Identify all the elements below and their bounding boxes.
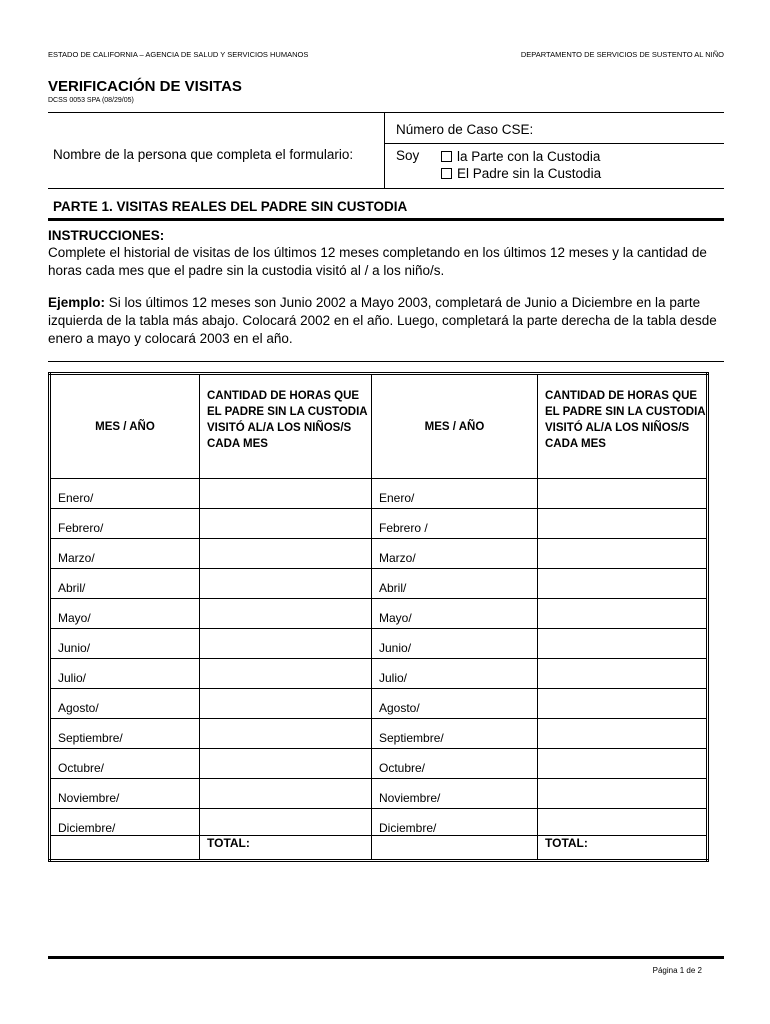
month-cell-right: Noviembre/ [372, 779, 538, 809]
total-row [50, 836, 708, 861]
hours-cell-left[interactable] [200, 779, 372, 809]
month-cell-right: Febrero / [372, 509, 538, 539]
hours-cell-right[interactable] [538, 569, 708, 599]
month-cell-right: Junio/ [372, 629, 538, 659]
hours-cell-right[interactable] [538, 509, 708, 539]
month-year-header-right: MES / AÑO [372, 374, 538, 479]
agency-header: ESTADO DE CALIFORNIA – AGENCIA DE SALUD Y SERVICIOS HUMANOS [48, 50, 309, 59]
example-text: Si los últimos 12 meses son Junio 2002 a Mayo 2003, completará de Junio a Diciembre en la parte izquierda de la tabla más abajo. Colocará 2002 en el año. Luego, completará la parte derecha de la tabla desde enero a mayo y colocará 2003 en el año. [48, 295, 717, 346]
table-row [50, 569, 708, 599]
total-cell-left[interactable]: TOTAL: [200, 836, 372, 861]
option-noncustodial [441, 166, 601, 181]
form-title: VERIFICACIÓN DE VISITAS [48, 78, 242, 95]
month-cell-left: Agosto/ [50, 689, 200, 719]
hours-cell-right[interactable] [538, 659, 708, 689]
hours-cell-right[interactable] [538, 719, 708, 749]
name-field[interactable] [53, 164, 378, 186]
hours-cell-left[interactable] [200, 539, 372, 569]
table-row [50, 479, 708, 509]
month-cell-left: Mayo/ [50, 599, 200, 629]
table-row [50, 539, 708, 569]
hours-cell-right[interactable] [538, 539, 708, 569]
custodial-checkbox[interactable] [441, 151, 452, 162]
hours-cell-left[interactable] [200, 719, 372, 749]
footer-divider [48, 956, 724, 959]
month-cell-left: Junio/ [50, 629, 200, 659]
visits-table [48, 372, 709, 862]
divider [48, 112, 724, 113]
hours-cell-right[interactable] [538, 599, 708, 629]
month-cell-right: Abril/ [372, 569, 538, 599]
case-number-label: Número de Caso CSE: [396, 122, 534, 137]
hours-header-left: CANTIDAD DE HORAS QUE EL PADRE SIN LA CUSTODIA VISITÓ AL/A LOS NIÑOS/S CADA MES [200, 374, 372, 479]
part1-title: PARTE 1. VISITAS REALES DEL PADRE SIN CUSTODIA [53, 199, 408, 214]
name-label: Nombre de la persona que completa el formulario: [53, 147, 354, 162]
instructions-heading: INSTRUCCIONES: [48, 228, 165, 243]
hours-cell-left[interactable] [200, 599, 372, 629]
department-header: DEPARTAMENTO DE SERVICIOS DE SUSTENTO AL NIÑO [520, 50, 724, 59]
month-cell-left: Julio/ [50, 659, 200, 689]
option-custodial [441, 149, 600, 164]
month-cell-left: Enero/ [50, 479, 200, 509]
month-cell-left: Diciembre/ [50, 809, 200, 836]
month-cell-left: Abril/ [50, 569, 200, 599]
option-noncustodial-label: El Padre sin la Custodia [457, 166, 602, 181]
instructions-text: Complete el historial de visitas de los últimos 12 meses completando en los últimos 12 meses y la cantidad de horas cada mes que el padre sin la custodia visitó al / a los niño/s. [48, 245, 707, 278]
divider [48, 361, 724, 362]
hours-cell-left[interactable] [200, 749, 372, 779]
page-number: Página 1 de 2 [652, 966, 702, 975]
example-label: Ejemplo: [48, 295, 106, 310]
total-cell-right[interactable]: TOTAL: [538, 836, 708, 861]
month-cell-left: Octubre/ [50, 749, 200, 779]
option-custodial-label: la Parte con la Custodia [457, 149, 601, 164]
table-row [50, 749, 708, 779]
divider [48, 188, 724, 189]
hours-cell-right[interactable] [538, 479, 708, 509]
hours-cell-left[interactable] [200, 659, 372, 689]
hours-cell-left[interactable] [200, 809, 372, 836]
month-cell-left: Febrero/ [50, 509, 200, 539]
table-row [50, 599, 708, 629]
month-cell-right: Mayo/ [372, 599, 538, 629]
month-cell-right: Marzo/ [372, 539, 538, 569]
hours-cell-right[interactable] [538, 689, 708, 719]
table-row [50, 779, 708, 809]
table-row [50, 719, 708, 749]
hours-cell-left[interactable] [200, 509, 372, 539]
divider [384, 143, 724, 144]
total-spacer-left [50, 836, 200, 861]
hours-cell-right[interactable] [538, 779, 708, 809]
soy-label: Soy [396, 148, 420, 163]
month-cell-right: Octubre/ [372, 749, 538, 779]
month-cell-left: Noviembre/ [50, 779, 200, 809]
month-cell-right: Julio/ [372, 659, 538, 689]
hours-cell-left[interactable] [200, 689, 372, 719]
hours-cell-left[interactable] [200, 569, 372, 599]
table-row [50, 629, 708, 659]
month-cell-right: Septiembre/ [372, 719, 538, 749]
hours-cell-left[interactable] [200, 479, 372, 509]
divider [384, 112, 385, 188]
divider [48, 218, 724, 221]
table-row [50, 809, 708, 836]
example-paragraph [48, 294, 728, 348]
case-number-field[interactable] [540, 116, 720, 140]
month-cell-right: Agosto/ [372, 689, 538, 719]
month-cell-left: Marzo/ [50, 539, 200, 569]
hours-cell-right[interactable] [538, 749, 708, 779]
hours-cell-left[interactable] [200, 629, 372, 659]
hours-header-right: CANTIDAD DE HORAS QUE EL PADRE SIN LA CUSTODIA VISITÓ AL/A LOS NIÑOS/S CADA MES [538, 374, 708, 479]
table-row [50, 689, 708, 719]
form-number: DCSS 0053 SPA (08/29/05) [48, 97, 134, 104]
month-year-header-left: MES / AÑO [50, 374, 200, 479]
month-cell-right: Enero/ [372, 479, 538, 509]
month-cell-left: Septiembre/ [50, 719, 200, 749]
month-cell-right: Diciembre/ [372, 809, 538, 836]
noncustodial-checkbox[interactable] [441, 168, 452, 179]
table-row [50, 659, 708, 689]
total-spacer-right [372, 836, 538, 861]
hours-cell-right[interactable] [538, 809, 708, 836]
hours-cell-right[interactable] [538, 629, 708, 659]
table-row [50, 509, 708, 539]
